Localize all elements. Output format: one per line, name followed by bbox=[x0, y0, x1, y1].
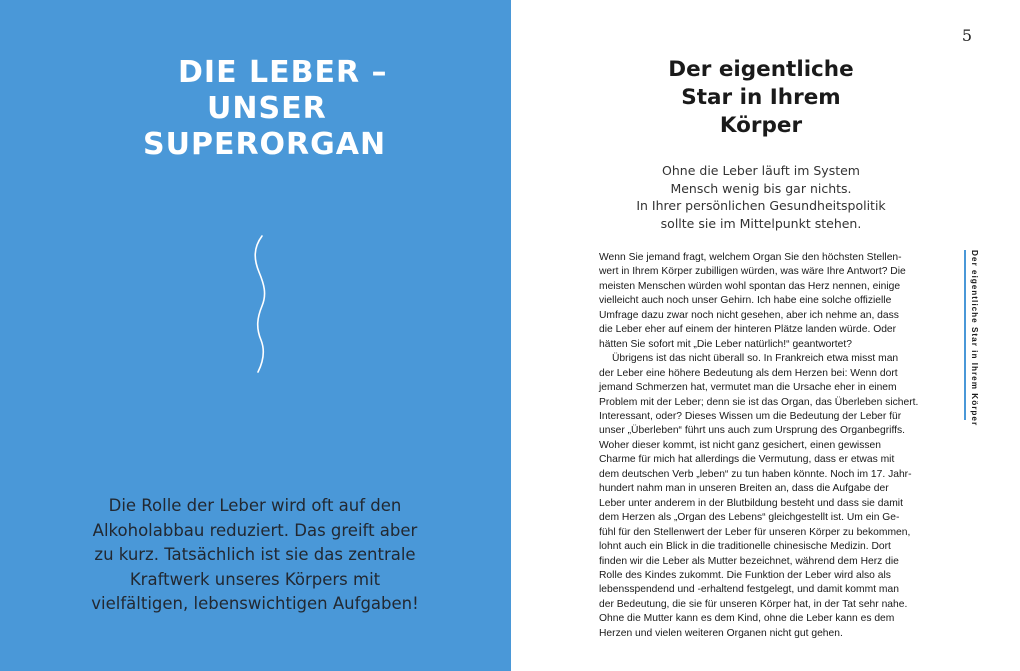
chapter-title-line: UNSER bbox=[207, 91, 327, 126]
body-line: Rolle des Kindes zukommt. Die Funktion der Leber wird also als bbox=[599, 569, 891, 581]
body-line: der Leber eine höhere Bedeutung als dem Herzen bei: Wenn dort bbox=[599, 367, 898, 379]
intro-line: Alkoholabbau reduziert. Das greift aber bbox=[92, 520, 418, 540]
body-line: Übrigens ist das nicht überall so. In Frankreich etwa misst man bbox=[612, 353, 899, 365]
body-line: Charme für mich hat allerdings die Vermutung, dass er etwas mit bbox=[599, 454, 895, 466]
decorative-squiggle bbox=[245, 234, 275, 374]
headline-line: Körper bbox=[719, 113, 803, 138]
intro-line: Die Rolle der Leber wird oft auf den bbox=[108, 496, 402, 515]
headline-line: Star in Ihrem bbox=[681, 85, 841, 110]
body-line: fühl für den Stellenwert der Leber für unseren Körper zu bekommen, bbox=[599, 526, 911, 538]
chapter-title bbox=[100, 55, 440, 163]
section-headline bbox=[611, 56, 911, 140]
body-line: finden wir die Leber als Mutter bezeichnet, während dem Herz die bbox=[599, 555, 899, 567]
body-line: meisten Menschen würden wohl spontan das Herz nennen, einige bbox=[599, 280, 901, 292]
body-line: wert in Ihrem Körper zubilligen würden, was wäre Ihre Antwort? Die bbox=[599, 266, 906, 278]
body-line: Ohne die Mutter kann es dem Kind, ohne die Leber kann es dem bbox=[599, 613, 895, 625]
body-line: jemand Schmerzen hat, vermutet man die Ursache eher in einem bbox=[599, 382, 897, 394]
page-number: 5 bbox=[961, 26, 972, 45]
side-header-label: Der eigentliche Star in Ihrem Körper bbox=[970, 250, 979, 427]
body-line: Wenn Sie jemand fragt, welchem Organ Sie den höchsten Stellen- bbox=[599, 252, 902, 263]
body-line: dem Herzen als „Organ des Lebens“ gleichgestellt ist. Um ein Ge- bbox=[599, 512, 900, 524]
intro-line: vielfältigen, lebenswichtigen Aufgaben! bbox=[91, 594, 419, 613]
subhead-line: Ohne die Leber läuft im System bbox=[662, 163, 860, 178]
body-line: dem deutschen Verb „leben“ zu tun haben könnte. Noch im 17. Jahr- bbox=[599, 468, 912, 480]
body-line: vielleicht auch noch unser Gehirn. Ich habe eine solche offizielle bbox=[599, 295, 892, 307]
headline-line: Der eigentliche bbox=[668, 57, 854, 82]
body-line: lebensspendend und -erhaltend festgelegt, und damit kommt man bbox=[599, 584, 899, 596]
subhead-line: In Ihrer persönlichen Gesundheitspolitik bbox=[636, 198, 886, 213]
running-side-header bbox=[964, 250, 982, 427]
body-line: Herzen und vielen weiteren Organen nicht gut gehen. bbox=[599, 627, 843, 639]
body-line: Leber unter anderem in der Blutbildung besteht und dass sie damit bbox=[599, 497, 903, 509]
right-page bbox=[511, 0, 1020, 671]
body-line: Interessant, oder? Dieses Wissen um die Bedeutung der Leber für bbox=[599, 410, 902, 422]
body-line: lohnt auch ein Blick in die traditionelle chinesische Medizin. Dort bbox=[599, 541, 891, 553]
intro-line: Kraftwerk unseres Körpers mit bbox=[129, 569, 381, 589]
intro-line: zu kurz. Tatsächlich ist sie das zentrale bbox=[94, 545, 416, 564]
body-line: die Leber eher auf einem der hinteren Plätze landen würde. Oder bbox=[599, 324, 897, 336]
body-line: hätten Sie sofort mit „Die Leber natürlich!“ geantwortet? bbox=[599, 338, 852, 350]
body-line: der Bedeutung, die sie für unseren Körper hat, in der Tat sehr nahe. bbox=[599, 598, 908, 610]
chapter-intro bbox=[60, 494, 450, 617]
subhead-line: Mensch wenig bis gar nichts. bbox=[670, 180, 852, 196]
body-line: Woher dieser kommt, ist nicht ganz gesichert, einen gewissen bbox=[599, 439, 881, 451]
chapter-title-line: DIE LEBER – bbox=[178, 55, 388, 90]
body-line: hundert nahm man in unseren Breiten an, dass die Aufgabe der bbox=[599, 483, 889, 495]
section-subhead bbox=[611, 162, 911, 232]
body-line: Problem mit der Leber; denn sie ist das Organ, das Überleben sichert. bbox=[599, 396, 919, 408]
body-line: unser „Überleben“ führt uns auch zum Ursprung des Organbegriffs. bbox=[599, 425, 906, 437]
body-line: Umfrage dazu zwar noch nicht gesehen, aber ich nehme an, dass bbox=[599, 309, 899, 321]
body-text bbox=[599, 251, 939, 641]
chapter-title-line: SUPERORGAN bbox=[143, 127, 387, 162]
subhead-line: sollte sie im Mittelpunkt stehen. bbox=[660, 215, 862, 231]
